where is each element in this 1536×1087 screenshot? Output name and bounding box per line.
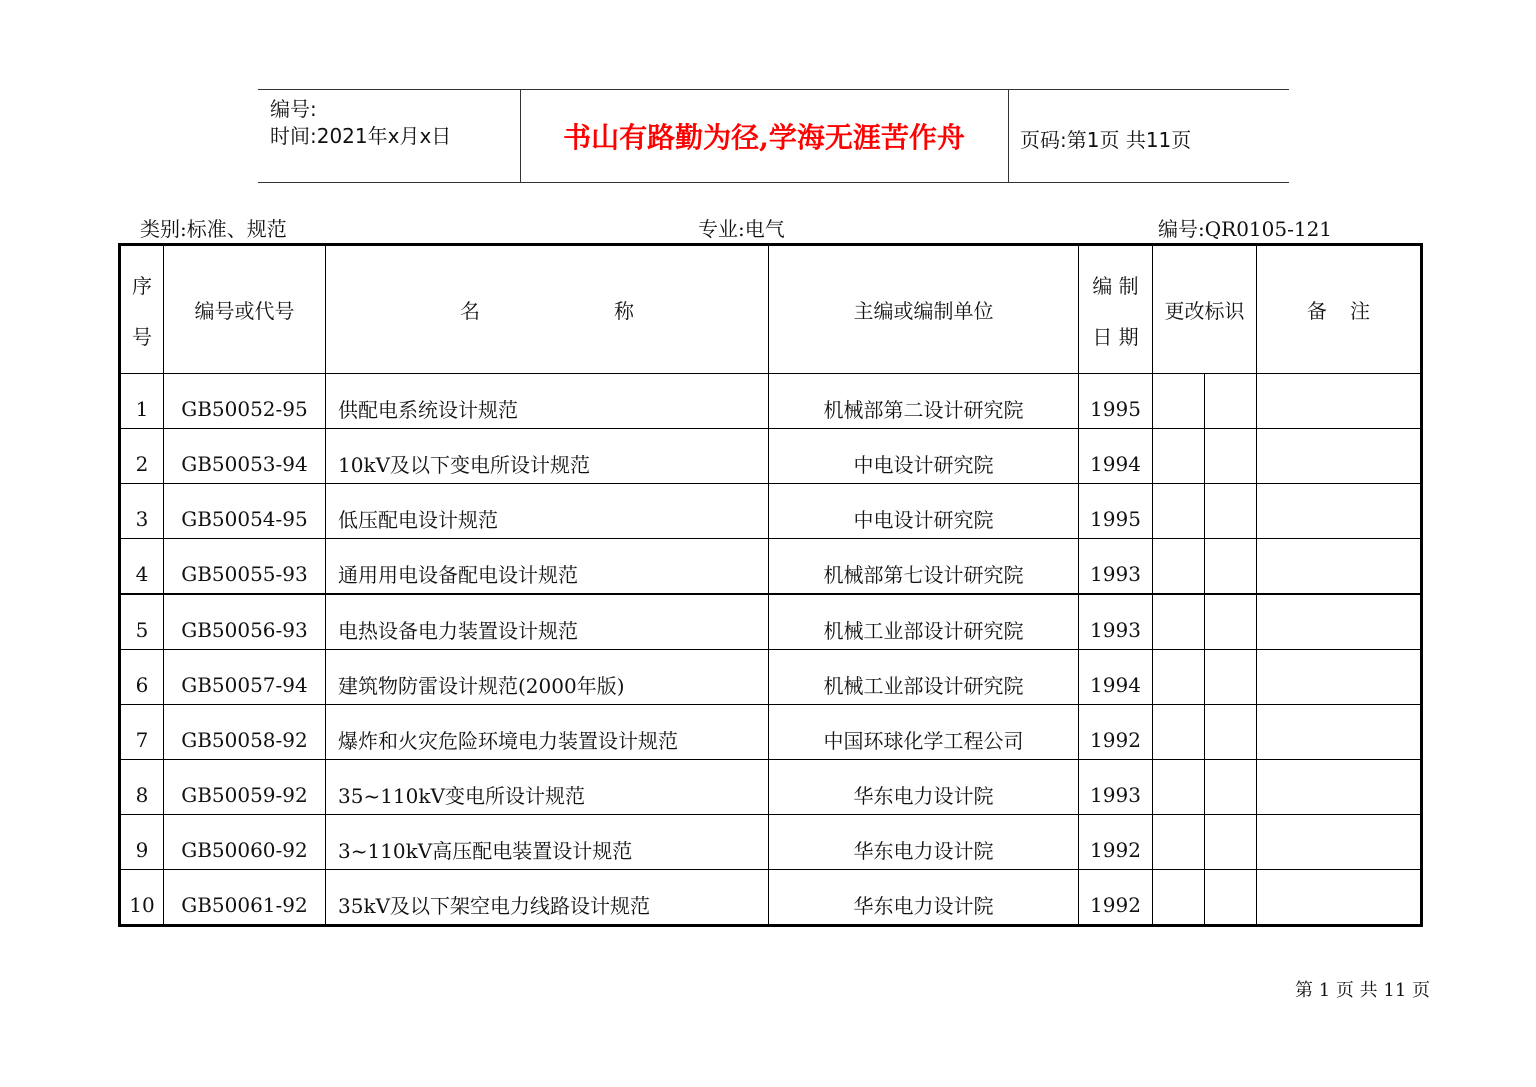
cell-year: 1993 [1079, 538, 1153, 594]
table-row [120, 428, 1422, 483]
cell-change-b [1205, 374, 1257, 429]
cell-name: 爆炸和火灾危险环境电力装置设计规范 [326, 704, 769, 759]
header-page-label: 页码:第1页 共11页 [1020, 128, 1192, 152]
header-change: 更改标识 [1153, 245, 1257, 374]
header-seq-bottom: 号 [132, 324, 152, 349]
cell-remark [1257, 814, 1422, 869]
cell-change-a [1153, 374, 1205, 429]
cell-code: GB50058-92 [164, 704, 326, 759]
cell-code: GB50053-94 [164, 428, 326, 483]
cell-org: 机械工业部设计研究院 [769, 649, 1079, 704]
cell-change-b [1205, 428, 1257, 483]
cell-year: 1992 [1079, 814, 1153, 869]
cell-seq: 3 [120, 483, 164, 538]
header-bottom-rule [258, 182, 1289, 183]
cell-org: 华东电力设计院 [769, 759, 1079, 814]
cell-change-a [1153, 649, 1205, 704]
cell-seq: 5 [120, 594, 164, 650]
cell-year: 1995 [1079, 483, 1153, 538]
header-date-bottom: 日 期 [1092, 324, 1139, 349]
header-name [326, 245, 769, 374]
header-top-rule [258, 89, 1289, 90]
cell-org: 中电设计研究院 [769, 428, 1079, 483]
header-remark [1257, 245, 1422, 374]
footer-page-number: 第 1 页 共 11 页 [1295, 980, 1430, 1001]
cell-code: GB50054-95 [164, 483, 326, 538]
cell-change-b [1205, 538, 1257, 594]
header-name-right: 称 [614, 299, 634, 323]
table-row [120, 649, 1422, 704]
cell-org: 华东电力设计院 [769, 869, 1079, 925]
cell-org: 机械部第二设计研究院 [769, 374, 1079, 429]
cell-code: GB50061-92 [164, 869, 326, 925]
cell-change-a [1153, 428, 1205, 483]
cell-year: 1992 [1079, 704, 1153, 759]
header-remark-right: 注 [1350, 299, 1370, 323]
cell-seq: 10 [120, 869, 164, 925]
table-row [120, 594, 1422, 650]
cell-change-a [1153, 483, 1205, 538]
cell-change-b [1205, 704, 1257, 759]
table-row [120, 814, 1422, 869]
cell-code: GB50059-92 [164, 759, 326, 814]
table-header-row [120, 245, 1422, 374]
cell-remark [1257, 594, 1422, 650]
table-row [120, 483, 1422, 538]
cell-code: GB50052-95 [164, 374, 326, 429]
table-row [120, 759, 1422, 814]
header-divider-right [1008, 90, 1009, 182]
cell-change-a [1153, 814, 1205, 869]
cell-year: 1992 [1079, 869, 1153, 925]
cell-seq: 6 [120, 649, 164, 704]
header-motto: 书山有路勤为径,学海无涯苦作舟 [563, 121, 965, 154]
cell-org: 中国环球化学工程公司 [769, 704, 1079, 759]
cell-name: 通用用电设备配电设计规范 [326, 538, 769, 594]
cell-remark [1257, 649, 1422, 704]
cell-change-a [1153, 869, 1205, 925]
cell-name: 建筑物防雷设计规范(2000年版) [326, 649, 769, 704]
table-row [120, 374, 1422, 429]
cell-change-a [1153, 538, 1205, 594]
cell-year: 1994 [1079, 428, 1153, 483]
cell-remark [1257, 538, 1422, 594]
cell-code: GB50056-93 [164, 594, 326, 650]
cell-seq: 2 [120, 428, 164, 483]
cell-org: 中电设计研究院 [769, 483, 1079, 538]
cell-name: 35kV及以下架空电力线路设计规范 [326, 869, 769, 925]
cell-org: 机械工业部设计研究院 [769, 594, 1079, 650]
cell-change-b [1205, 814, 1257, 869]
cell-change-b [1205, 649, 1257, 704]
cell-seq: 8 [120, 759, 164, 814]
header-name-left: 名 [460, 299, 480, 323]
header-seq [120, 245, 164, 374]
standards-table [118, 243, 1423, 927]
cell-seq: 1 [120, 374, 164, 429]
cell-remark [1257, 428, 1422, 483]
cell-name: 10kV及以下变电所设计规范 [326, 428, 769, 483]
cell-org: 机械部第七设计研究院 [769, 538, 1079, 594]
cell-name: 35~110kV变电所设计规范 [326, 759, 769, 814]
header-date-top: 编 制 [1092, 273, 1139, 298]
cell-year: 1993 [1079, 759, 1153, 814]
cell-name: 电热设备电力装置设计规范 [326, 594, 769, 650]
table-row [120, 704, 1422, 759]
cell-remark [1257, 483, 1422, 538]
cell-org: 华东电力设计院 [769, 814, 1079, 869]
cell-code: GB50060-92 [164, 814, 326, 869]
header-org: 主编或编制单位 [769, 245, 1079, 374]
cell-code: GB50055-93 [164, 538, 326, 594]
header-remark-left: 备 [1307, 299, 1327, 323]
cell-change-b [1205, 594, 1257, 650]
cell-year: 1994 [1079, 649, 1153, 704]
cell-change-a [1153, 704, 1205, 759]
cell-change-b [1205, 483, 1257, 538]
cell-change-a [1153, 759, 1205, 814]
cell-name: 3~110kV高压配电装置设计规范 [326, 814, 769, 869]
cell-remark [1257, 374, 1422, 429]
meta-doc-number: 编号:QR0105-121 [1158, 217, 1333, 241]
cell-name: 低压配电设计规范 [326, 483, 769, 538]
header-date [1079, 245, 1153, 374]
header-serial-label: 编号: [270, 97, 317, 121]
table-row [120, 869, 1422, 925]
cell-code: GB50057-94 [164, 649, 326, 704]
cell-seq: 9 [120, 814, 164, 869]
header-code: 编号或代号 [164, 245, 326, 374]
header-seq-top: 序 [132, 273, 152, 298]
cell-change-b [1205, 759, 1257, 814]
meta-category: 类别:标准、规范 [140, 217, 287, 241]
cell-change-a [1153, 594, 1205, 650]
table-row [120, 538, 1422, 594]
cell-change-b [1205, 869, 1257, 925]
cell-year: 1993 [1079, 594, 1153, 650]
cell-remark [1257, 704, 1422, 759]
cell-name: 供配电系统设计规范 [326, 374, 769, 429]
meta-discipline: 专业:电气 [698, 217, 785, 241]
cell-seq: 7 [120, 704, 164, 759]
cell-seq: 4 [120, 538, 164, 594]
cell-year: 1995 [1079, 374, 1153, 429]
header-time-label: 时间:2021年x月x日 [270, 124, 452, 148]
cell-remark [1257, 869, 1422, 925]
cell-remark [1257, 759, 1422, 814]
